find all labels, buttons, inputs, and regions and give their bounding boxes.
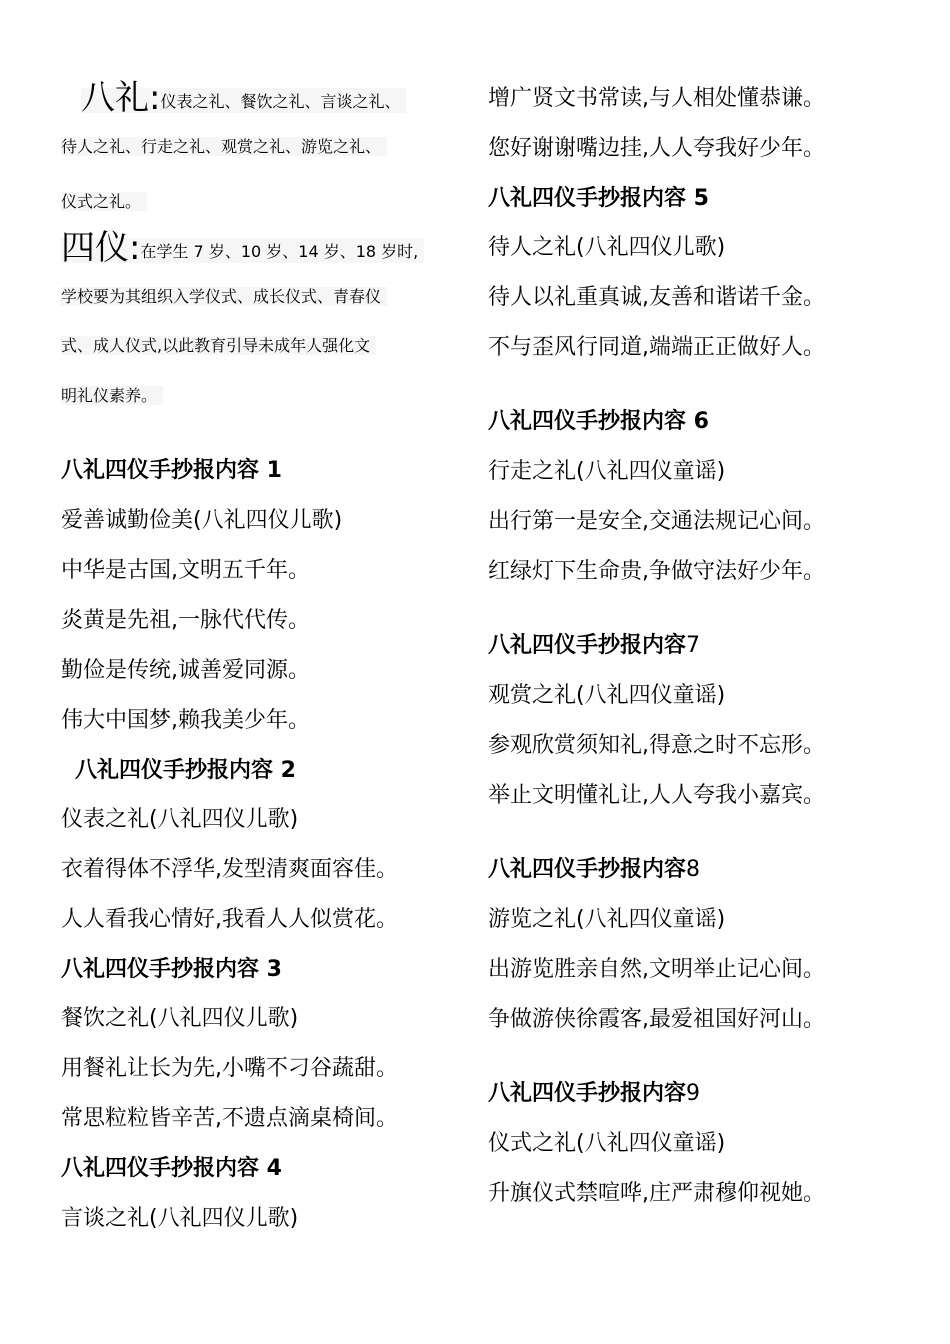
section-subtitle: 仪表之礼(八礼四仪儿歌)	[61, 807, 299, 832]
verse-line: 出行第一是安全,交通法规记心间。	[488, 509, 825, 534]
verse-line: 您好谢谢嘴边挂,人人夸我好少年。	[488, 136, 825, 161]
verse-line: 待人以礼重真诚,友善和谐诺千金。	[488, 285, 825, 310]
bali-intro-line-3: 仪式之礼。	[61, 191, 147, 213]
verse-line: 衣着得体不浮华,发型清爽面容佳。	[61, 857, 398, 882]
verse-line: 出游览胜亲自然,文明举止记心间。	[488, 957, 825, 982]
verse-line: 争做游侠徐霞客,最爱祖国好河山。	[488, 1007, 825, 1032]
section-heading: 八礼四仪手抄报内容 5	[488, 186, 709, 211]
verse-line: 举止文明懂礼让,人人夸我小嘉宾。	[488, 783, 825, 808]
verse-line: 用餐礼让长为先,小嘴不刁谷蔬甜。	[61, 1056, 398, 1081]
siyi-title: 四仪:	[61, 228, 141, 268]
bali-title: 八礼:	[81, 78, 161, 118]
bali-text: 仪表之礼、餐饮之礼、言谈之礼、	[160, 92, 401, 111]
verse-line: 红绿灯下生命贵,争做守法好少年。	[488, 559, 825, 584]
section-subtitle: 待人之礼(八礼四仪儿歌)	[488, 235, 726, 260]
siyi-intro-line-2: 学校要为其组织入学仪式、成长仪式、青春仪	[61, 286, 387, 308]
section-subtitle: 仪式之礼(八礼四仪童谣)	[488, 1131, 726, 1156]
verse-line: 升旗仪式禁喧哗,庄严肃穆仰视她。	[488, 1181, 825, 1206]
verse-line: 勤俭是传统,诚善爱同源。	[61, 658, 310, 683]
section-number: 9	[686, 1081, 701, 1106]
siyi-intro-line-3: 式、成人仪式,以此教育引导未成年人强化文	[61, 335, 376, 357]
section-heading: 八礼四仪手抄报内容7	[488, 633, 701, 658]
section-subtitle: 行走之礼(八礼四仪童谣)	[488, 459, 726, 484]
section-subtitle: 游览之礼(八礼四仪童谣)	[488, 907, 726, 932]
verse-line: 增广贤文书常读,与人相处懂恭谦。	[488, 86, 825, 111]
section-heading: 八礼四仪手抄报内容 2	[75, 758, 296, 783]
verse-line: 炎黄是先祖,一脉代代传。	[61, 608, 310, 633]
verse-line: 常思粒粒皆辛苦,不遗点滴桌椅间。	[61, 1106, 398, 1131]
section-subtitle: 言谈之礼(八礼四仪儿歌)	[61, 1206, 299, 1231]
verse-line: 伟大中国梦,赖我美少年。	[61, 708, 310, 733]
verse-line: 人人看我心情好,我看人人似赏花。	[61, 907, 398, 932]
section-number: 8	[686, 857, 701, 882]
section-heading: 八礼四仪手抄报内容 1	[61, 458, 282, 483]
verse-line: 中华是古国,文明五千年。	[61, 558, 310, 583]
section-heading: 八礼四仪手抄报内容 4	[61, 1156, 282, 1181]
section-heading: 八礼四仪手抄报内容9	[488, 1081, 701, 1106]
bali-intro-line-2: 待人之礼、行走之礼、观赏之礼、游览之礼、	[61, 136, 387, 158]
verse-line: 不与歪风行同道,端端正正做好人。	[488, 335, 825, 360]
section-number: 7	[686, 633, 701, 658]
siyi-text: 在学生 7 岁、10 岁、14 岁、18 岁时,	[140, 242, 419, 261]
section-heading: 八礼四仪手抄报内容 3	[61, 957, 282, 982]
section-subtitle: 爱善诚勤俭美(八礼四仪儿歌)	[61, 508, 343, 533]
siyi-intro-line-4: 明礼仪素养。	[61, 385, 163, 407]
bali-intro-line-1	[81, 78, 406, 118]
section-heading: 八礼四仪手抄报内容 6	[488, 409, 709, 434]
siyi-intro-line-1	[61, 228, 424, 268]
section-heading: 八礼四仪手抄报内容8	[488, 857, 701, 882]
section-subtitle: 餐饮之礼(八礼四仪儿歌)	[61, 1006, 299, 1031]
section-subtitle: 观赏之礼(八礼四仪童谣)	[488, 683, 726, 708]
verse-line: 参观欣赏须知礼,得意之时不忘形。	[488, 733, 825, 758]
